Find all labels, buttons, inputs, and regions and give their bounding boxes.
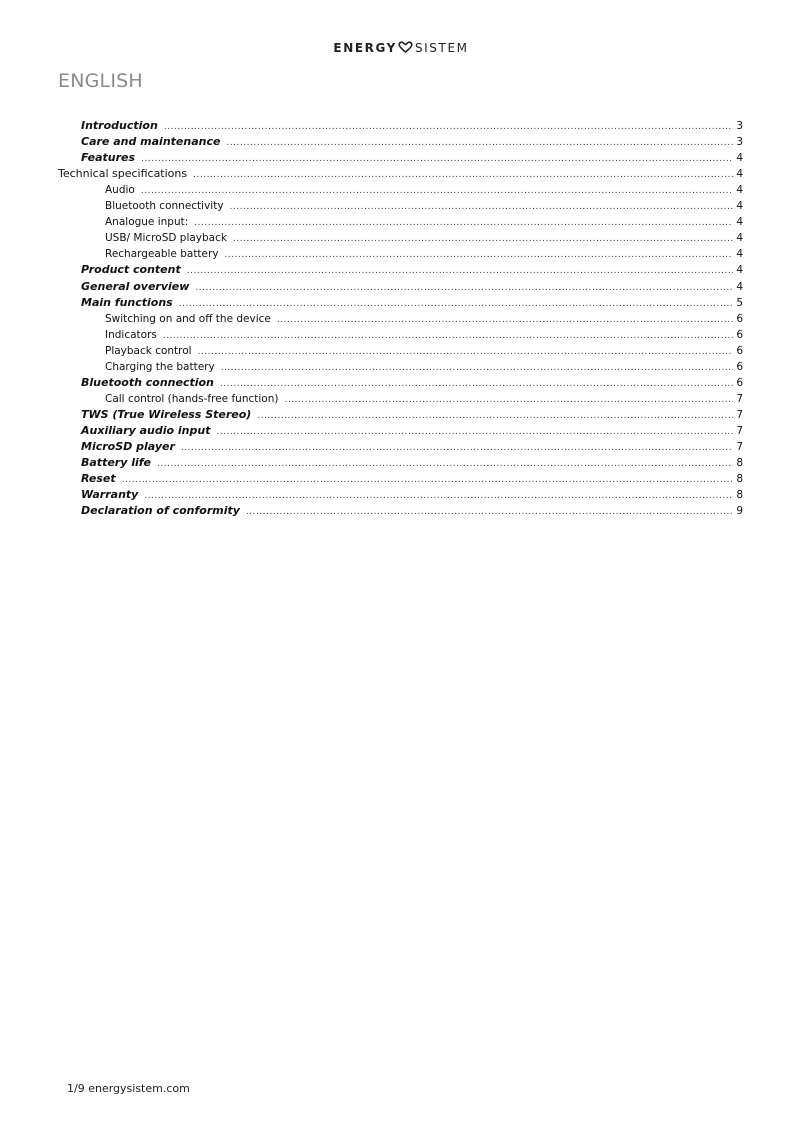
toc-dot-leader [216, 424, 733, 440]
heart-check-icon [398, 41, 413, 53]
toc-entry-title: Call control (hands-free function) [105, 392, 279, 405]
toc-entry[interactable] [81, 295, 743, 311]
toc-entry-title: Reset [81, 472, 116, 486]
toc-entry[interactable] [105, 198, 743, 214]
toc-dot-leader [163, 328, 733, 344]
toc-entry[interactable] [81, 134, 743, 150]
toc-entry[interactable] [81, 423, 743, 439]
language-heading: ENGLISH [58, 70, 143, 92]
toc-entry-page-number: 4 [736, 152, 743, 165]
toc-entry-title: USB/ MicroSD playback [105, 232, 227, 245]
toc-entry-title: Product content [81, 263, 181, 277]
toc-dot-leader [195, 280, 733, 296]
toc-entry-title: Technical specifications [58, 167, 188, 181]
toc-entry-page-number: 4 [736, 168, 743, 181]
toc-entry[interactable] [105, 230, 743, 246]
toc-dot-leader [157, 456, 733, 472]
toc-entry-page-number: 6 [736, 312, 743, 325]
toc-dot-leader [179, 296, 734, 312]
toc-dot-leader [226, 135, 733, 151]
toc-dot-leader [193, 167, 733, 183]
toc-dot-leader [181, 440, 733, 456]
toc-entry-page-number: 4 [736, 200, 743, 213]
toc-entry-title: General overview [81, 279, 190, 293]
toc-entry-page-number: 8 [736, 489, 743, 502]
toc-dot-leader [225, 247, 734, 263]
brand-logo-left-text: ENERGY [333, 41, 397, 55]
toc-dot-leader [164, 119, 734, 135]
toc-entry-title: Playback control [105, 344, 192, 357]
toc-dot-leader [284, 392, 733, 408]
toc-entry-title: Charging the battery [105, 360, 215, 373]
toc-dot-leader [122, 472, 734, 488]
toc-entry-title: Battery life [81, 456, 151, 470]
toc-entry-title: Bluetooth connection [81, 375, 214, 389]
toc-entry-title: Warranty [81, 488, 139, 502]
toc-entry[interactable] [81, 471, 743, 487]
toc-entry-page-number: 7 [736, 408, 743, 421]
toc-dot-leader [141, 183, 733, 199]
toc-entry-page-number: 8 [736, 473, 743, 486]
toc-dot-leader [257, 408, 733, 424]
toc-entry-page-number: 6 [736, 376, 743, 389]
toc-entry[interactable] [105, 327, 743, 343]
toc-entry[interactable] [105, 359, 743, 375]
toc-dot-leader [220, 376, 733, 392]
toc-dot-leader [187, 263, 734, 279]
toc-entry[interactable] [105, 246, 743, 262]
toc-entry-page-number: 6 [736, 328, 743, 341]
toc-entry-page-number: 9 [736, 505, 743, 518]
toc-entry-page-number: 4 [736, 216, 743, 229]
toc-entry[interactable] [81, 262, 743, 278]
toc-entry-page-number: 8 [736, 457, 743, 470]
toc-entry-title: Analogue input: [105, 216, 189, 229]
toc-entry-page-number: 4 [736, 248, 743, 261]
page-footer: 1/9 energysistem.com [67, 1082, 190, 1095]
toc-entry-page-number: 6 [736, 344, 743, 357]
toc-entry[interactable] [58, 166, 743, 182]
toc-entry-page-number: 5 [736, 296, 743, 309]
toc-entry-title: MicroSD player [81, 440, 175, 453]
toc-entry-title: Switching on and off the device [105, 312, 271, 325]
toc-entry[interactable] [105, 311, 743, 327]
toc-entry[interactable] [81, 375, 743, 391]
toc-entry-page-number: 4 [736, 280, 743, 293]
toc-entry-page-number: 7 [736, 424, 743, 437]
toc-dot-leader [246, 504, 733, 520]
toc-dot-leader [233, 231, 733, 247]
toc-entry-title: Main functions [81, 295, 173, 309]
toc-dot-leader [194, 215, 733, 231]
toc-entry-page-number: 7 [736, 392, 743, 405]
toc-entry-page-number: 4 [736, 264, 743, 277]
toc-entry-page-number: 3 [736, 136, 743, 149]
toc-entry[interactable] [105, 214, 743, 230]
toc-dot-leader [144, 488, 733, 504]
toc-entry[interactable] [81, 150, 743, 166]
toc-entry-page-number: 4 [736, 232, 743, 245]
toc-entry-title: Declaration of conformity [81, 504, 240, 518]
toc-entry[interactable] [105, 182, 743, 198]
toc-entry[interactable] [81, 503, 743, 519]
toc-entry-title: Auxiliary audio input [81, 423, 211, 437]
toc-entry-title: Rechargeable battery [105, 248, 219, 261]
toc-entry[interactable] [81, 118, 743, 134]
toc-dot-leader [141, 151, 733, 167]
toc-dot-leader [277, 312, 733, 328]
toc-entry[interactable] [81, 279, 743, 295]
toc-entry-title: Introduction [81, 119, 158, 132]
toc-dot-leader [230, 199, 734, 215]
toc-entry[interactable] [81, 487, 743, 503]
toc-entry-title: Indicators [105, 328, 157, 341]
brand-logo [0, 41, 802, 55]
toc-entry-title: Bluetooth connectivity [105, 200, 224, 213]
toc-entry-title: Audio [105, 184, 135, 197]
toc-entry[interactable] [81, 455, 743, 471]
toc-entry-page-number: 3 [736, 120, 743, 132]
toc-dot-leader [221, 360, 734, 376]
toc-entry[interactable] [105, 343, 743, 359]
toc-entry-title: Care and maintenance [81, 135, 221, 149]
toc-entry-title: TWS (True Wireless Stereo) [81, 407, 252, 421]
toc-entry[interactable] [81, 407, 743, 423]
toc-entry[interactable] [81, 439, 743, 455]
toc-entry-page-number: 6 [736, 360, 743, 373]
toc-entry-page-number: 4 [736, 184, 743, 197]
brand-logo-right-text: SISTEM [414, 41, 469, 55]
toc-entry-title: Features [81, 151, 136, 165]
toc-dot-leader [198, 344, 734, 360]
toc-entry-page-number: 7 [736, 441, 743, 453]
toc-entry[interactable] [105, 391, 743, 407]
